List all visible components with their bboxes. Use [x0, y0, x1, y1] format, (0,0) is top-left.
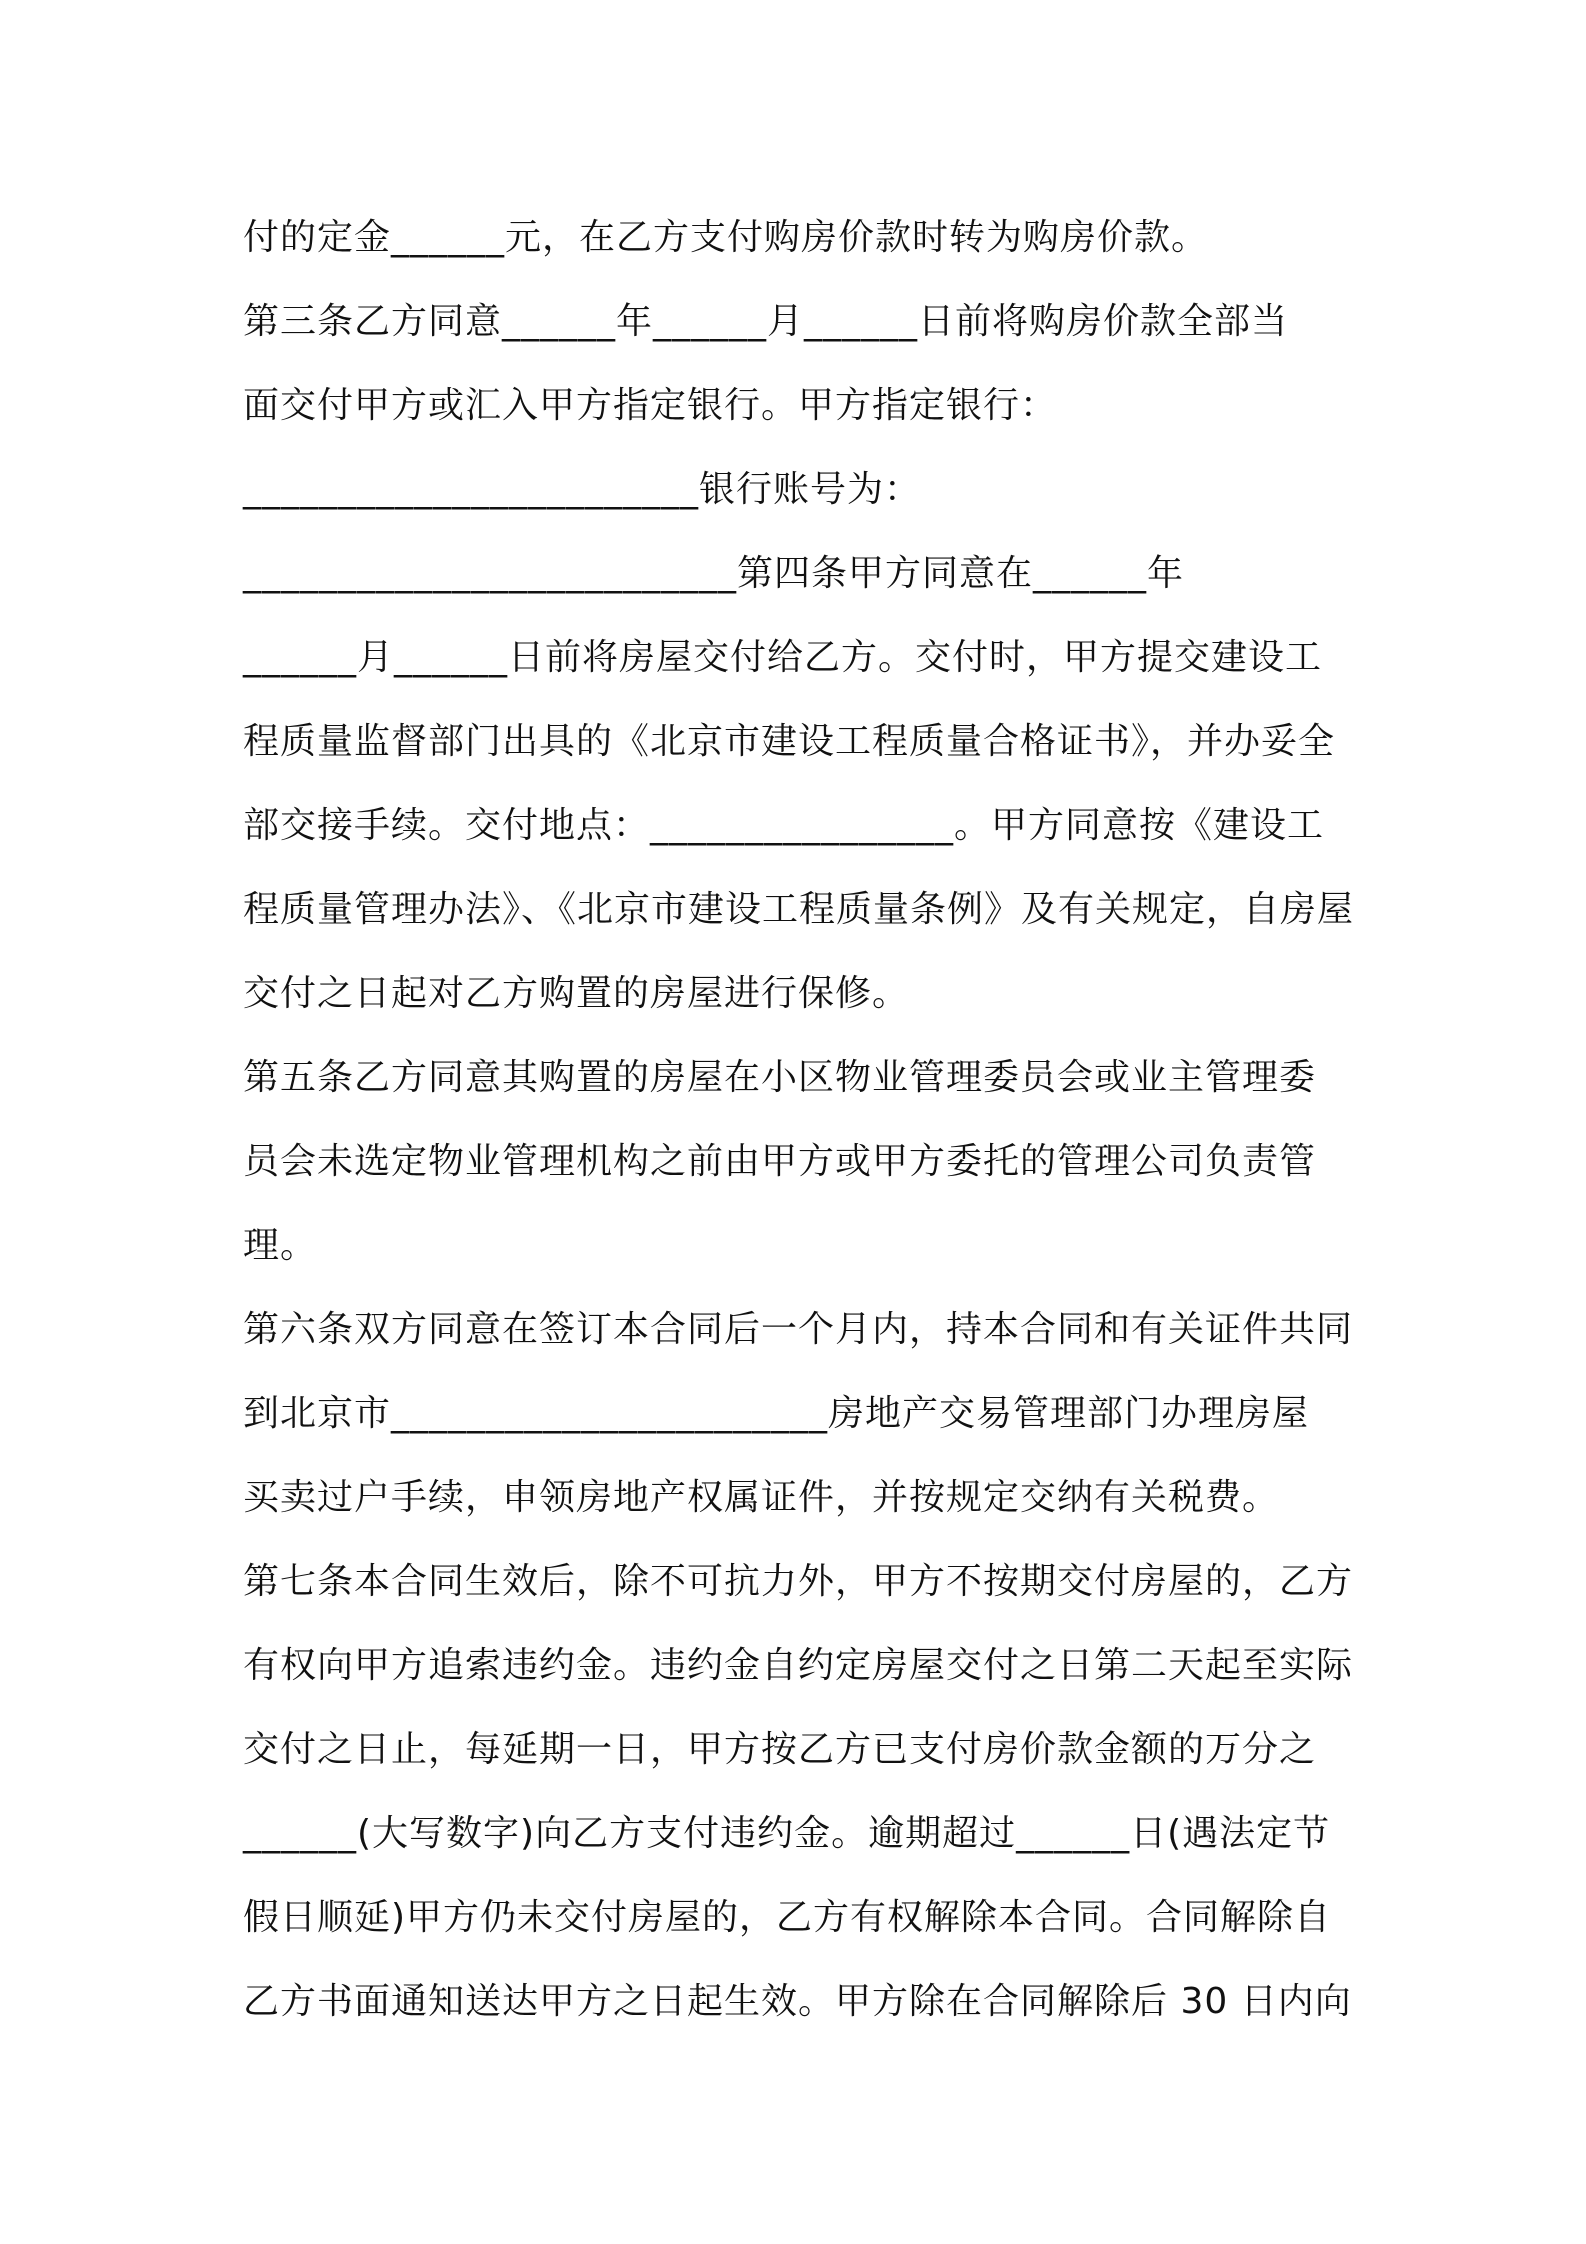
text-line: 第七条本合同生效后，除不可抗力外，甲方不按期交付房屋的，乙方	[243, 1561, 1354, 1602]
text-line: __________________________第四条甲方同意在______年	[243, 553, 1185, 594]
text-line: ________________________银行账号为：	[243, 469, 922, 510]
text-line: 买卖过户手续，申领房地产权属证件，并按规定交纳有关税费。	[243, 1477, 1280, 1518]
text-line: 程质量管理办法》、《北京市建设工程质量条例》及有关规定，自房屋	[243, 889, 1355, 930]
text-line: 第六条双方同意在签订本合同后一个月内，持本合同和有关证件共同	[243, 1309, 1354, 1350]
contract-body	[243, 196, 1363, 2044]
text-line: 部交接手续。交付地点：________________。甲方同意按《建设工	[243, 805, 1325, 846]
text-line: 交付之日止，每延期一日，甲方按乙方已支付房价款金额的万分之	[243, 1729, 1317, 1770]
text-line: 理。	[243, 1225, 318, 1266]
text-line: 到北京市_______________________房地产交易管理部门办理房屋	[243, 1393, 1310, 1434]
text-line: 乙方书面通知送达甲方之日起生效。甲方除在合同解除后 30 日内向	[243, 1981, 1352, 2022]
text-line: 第三条乙方同意______年______月______日前将购房价款全部当	[243, 301, 1289, 342]
text-line: 付的定金______元，在乙方支付购房价款时转为购房价款。	[243, 217, 1209, 258]
text-line: 交付之日起对乙方购置的房屋进行保修。	[243, 973, 910, 1014]
text-line: ______(大写数字)向乙方支付违约金。逾期超过______日(遇法定节	[243, 1813, 1331, 1854]
text-line: 第五条乙方同意其购置的房屋在小区物业管理委员会或业主管理委	[243, 1057, 1317, 1098]
text-line: 程质量监督部门出具的《北京市建设工程质量合格证书》，并办妥全	[243, 721, 1336, 762]
text-line: 面交付甲方或汇入甲方指定银行。甲方指定银行：	[243, 385, 1058, 426]
text-line: ______月______日前将房屋交付给乙方。交付时，甲方提交建设工	[243, 637, 1323, 678]
text-line: 假日顺延)甲方仍未交付房屋的，乙方有权解除本合同。合同解除自	[243, 1897, 1332, 1938]
text-line: 有权向甲方追索违约金。违约金自约定房屋交付之日第二天起至实际	[243, 1645, 1354, 1686]
text-line: 员会未选定物业管理机构之前由甲方或甲方委托的管理公司负责管	[243, 1141, 1317, 1182]
